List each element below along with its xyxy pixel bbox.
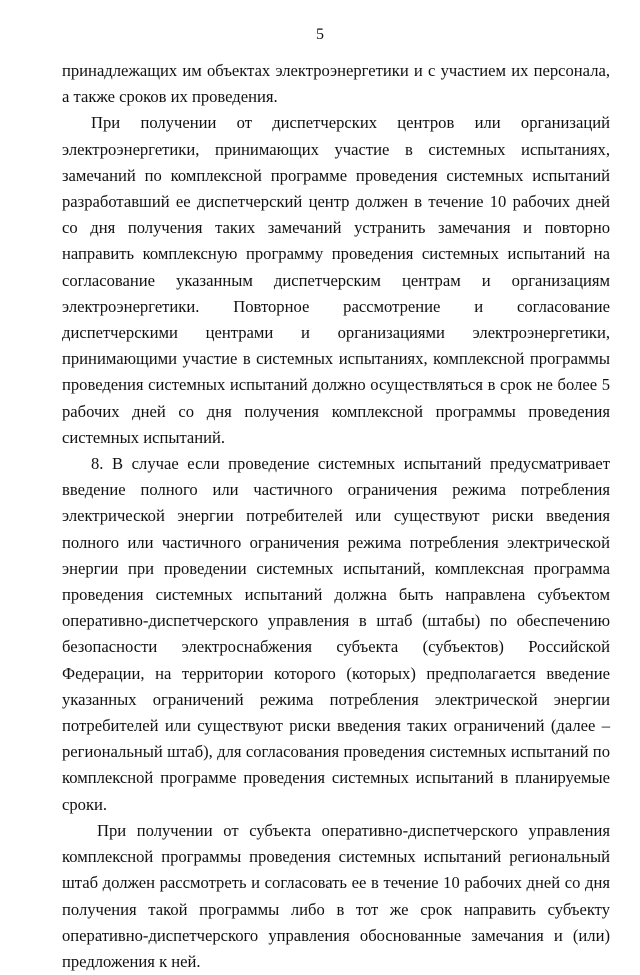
paragraph-continuation: принадлежащих им объектах электроэнергетики и с участием их персонала, а также сроков их проведения.: [62, 61, 610, 107]
paragraph-remarks-procedure: При получении от диспетчерских центров или организаций электроэнергетики, принимающих участие в системных испытаниях, замечаний по комплексной программе проведения системных испытаний разработавший ее диспетчерский центр должен в течение 10 рабочих дней со дня получения таких замечаний устранить замечания и повторно направить комплексную программу проведения системных испытаний на согласование указанным диспетчерским центрам и организациям электроэнергетики. Повторное рассмотрение и согласование диспетчерскими центрами и организациями электроэнергетики, принимающими участие в системных испытаниях, комплексной программы проведения системных испытаний должно осуществляться в срок не более 5 рабочих дней со дня получения комплексной программы проведения системных испытаний.: [62, 113, 610, 447]
page-number: 5: [316, 26, 324, 43]
paragraph-item-8: 8. В случае если проведение системных испытаний предусматривает введение полного или частичного ограничения режима потребления электрической энергии потребителей или существуют риски введения полного или частичного ограничения режима потребления электрической энергии при проведении системных испытаний, комплексная программа проведения системных испытаний должна быть направлена субъектом оперативно-диспетчерского управления в штаб (штабы) по обеспечению безопасности электроснабжения субъекта (субъектов) Российской Федерации, на территории которого (которых) предполагается введение указанных ограничений режима потребления электрической энергии потребителей или существуют риски введения таких ограничений (далее – региональный штаб), для согласования проведения системных испытаний по комплексной программе проведения системных испытаний в планируемые сроки.: [62, 454, 610, 814]
document-body: [62, 58, 610, 975]
paragraph-regional-staff: При получении от субъекта оперативно-диспетчерского управления комплексной программы проведения системных испытаний региональный штаб должен рассмотреть и согласовать ее в течение 10 рабочих дней со дня получения такой программы либо в тот же срок направить субъекту оперативно-диспетчерского управления обоснованные замечания и (или) предложения к ней.: [62, 820, 610, 971]
